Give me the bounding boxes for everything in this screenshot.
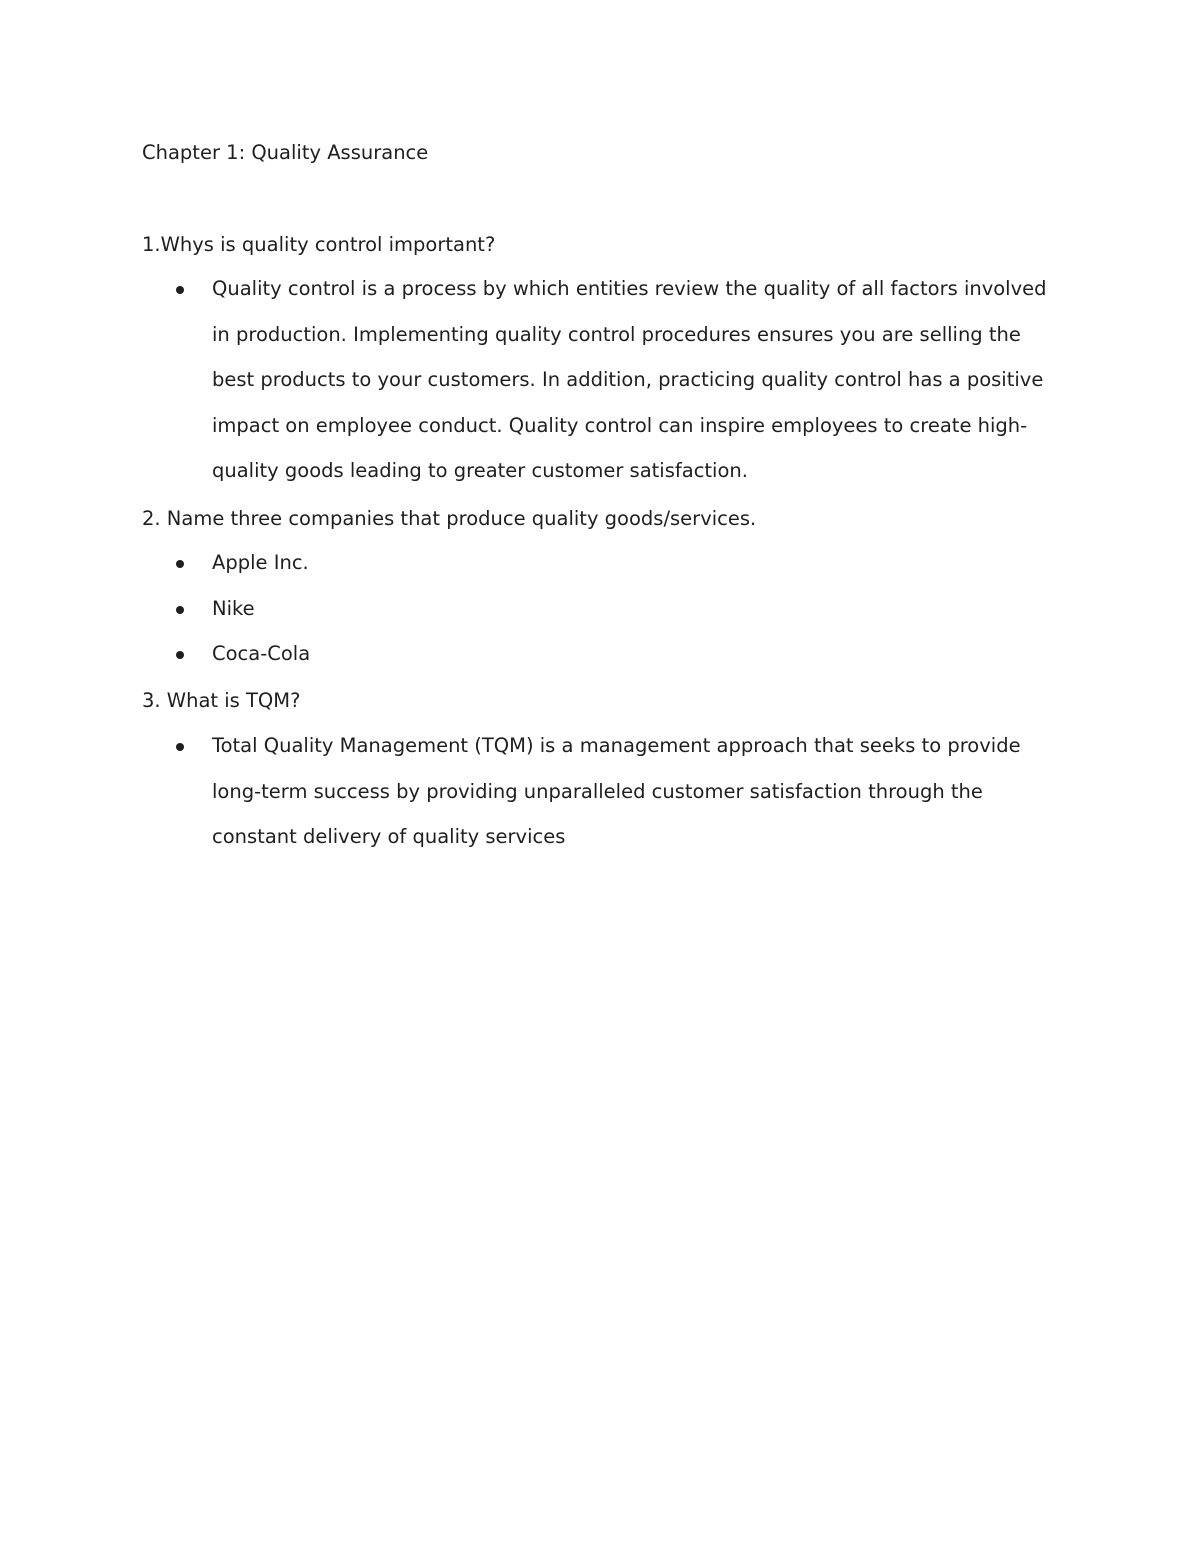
answer-2-2 (212, 586, 1072, 632)
answer-line: impact on employee conduct. Quality control can inspire employees to create high- (212, 413, 1028, 437)
answer-line: constant delivery of quality services (212, 825, 566, 848)
answer-line: Apple Inc. (212, 551, 309, 574)
page-title: Chapter 1: Quality Assurance (142, 141, 429, 164)
question-2: 2. Name three companies that produce quality goods/services. (142, 507, 757, 530)
answer-1-1 (212, 266, 1072, 494)
bullet-icon (176, 560, 184, 568)
question-3: 3. What is TQM? (142, 689, 301, 712)
answer-line: Coca-Cola (212, 642, 311, 665)
answer-line: quality goods leading to greater customer satisfaction. (212, 459, 748, 482)
answer-line: best products to your customers. In addition, practicing quality control has a positive (212, 368, 1044, 391)
answer-line: in production. Implementing quality control procedures ensures you are selling the (212, 322, 1021, 346)
bullet-icon (176, 651, 184, 659)
answer-line: long-term success by providing unparalleled customer satisfaction through the (212, 779, 983, 803)
bullet-icon (176, 743, 184, 751)
answer-line: Quality control is a process by which entities review the quality of all factors involved (212, 277, 1047, 300)
bullet-icon (176, 606, 184, 614)
bullet-icon (176, 286, 184, 294)
answer-3-1 (212, 723, 1072, 860)
answer-2-1 (212, 540, 1072, 586)
answer-line: Nike (212, 597, 255, 620)
answer-line: Total Quality Management (TQM) is a management approach that seeks to provide (212, 734, 1021, 757)
answer-2-3 (212, 631, 1072, 677)
question-1: 1.Whys is quality control important? (142, 233, 496, 256)
